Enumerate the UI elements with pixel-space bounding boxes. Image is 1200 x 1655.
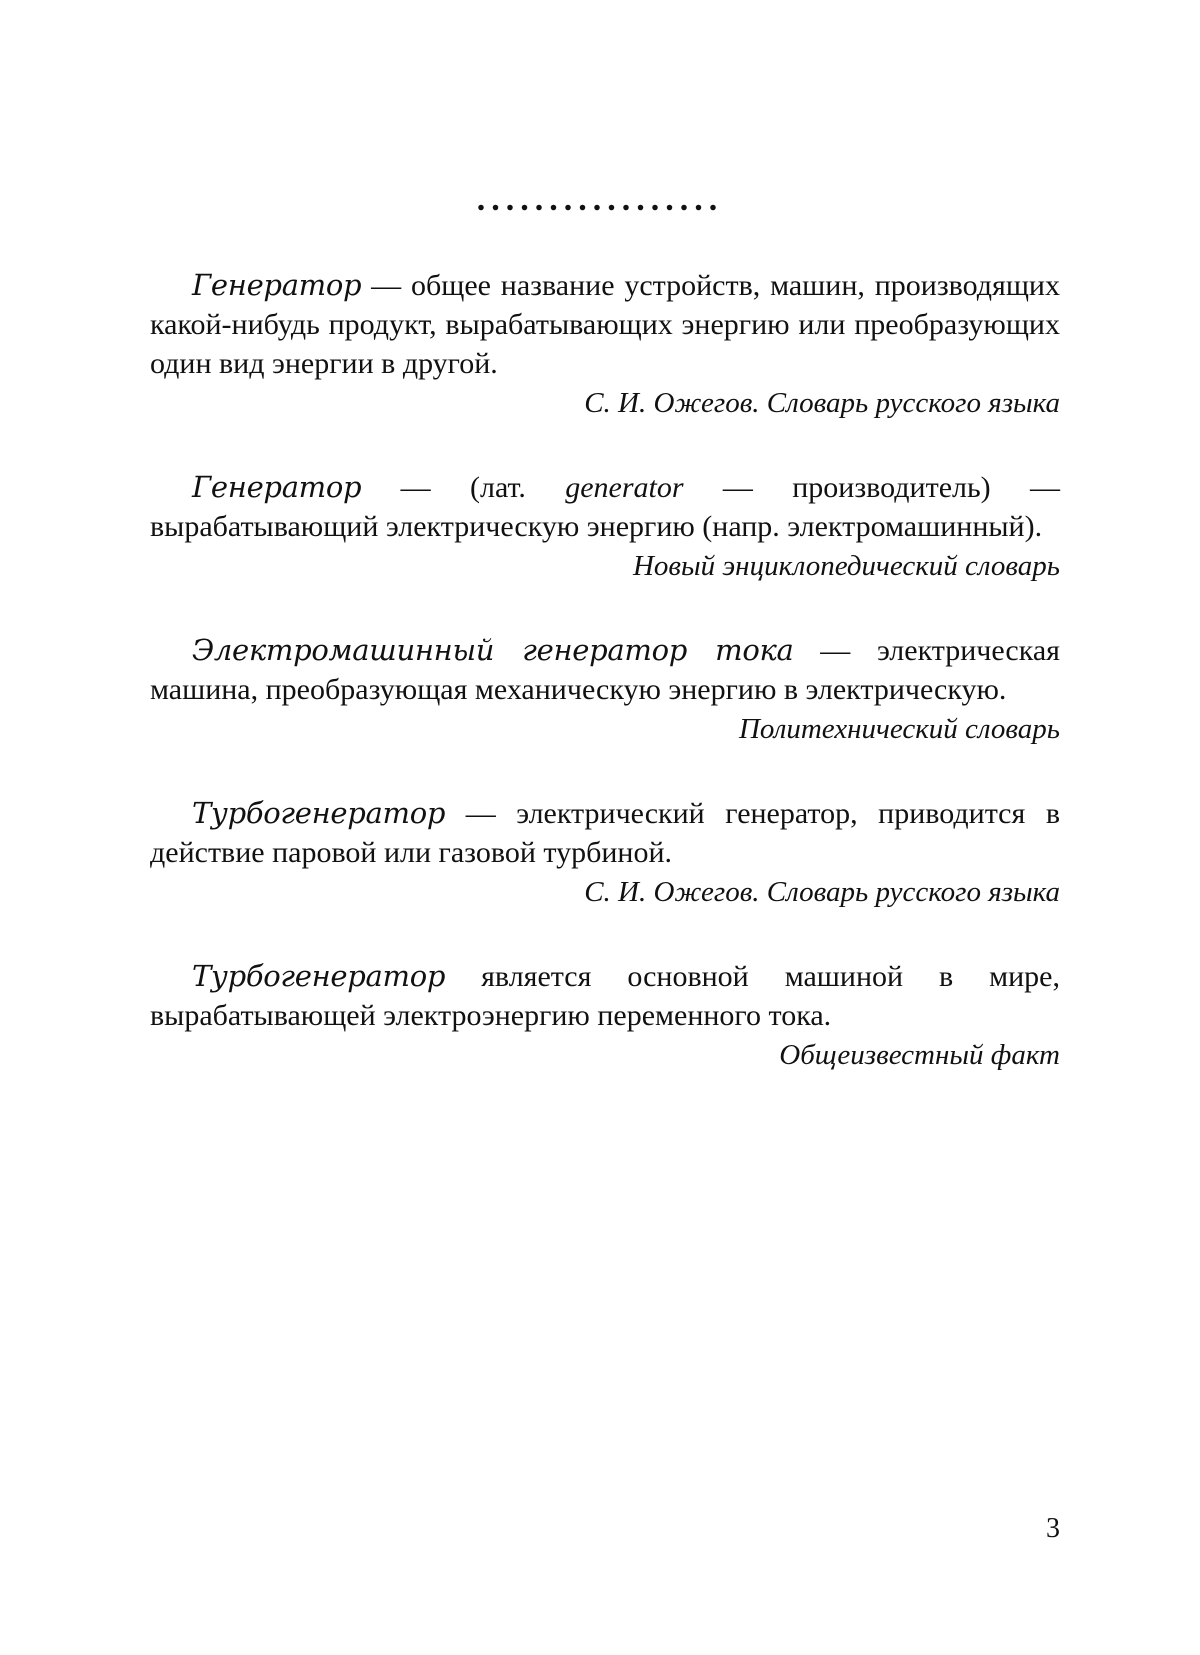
definition: — общее название устройств, машин, производящих какой-нибудь продукт, вырабатывающих энергию или преобразующих один вид энергии в другой. (150, 269, 1060, 380)
definition-entry (150, 631, 1060, 748)
definition-entry (150, 266, 1060, 422)
source-citation: С. И. Ожегов. Словарь русского языка (584, 387, 1060, 419)
term: Турбогенератор (192, 796, 446, 830)
definition: — электрическая машина, преобразующая механическую энергию в электрическую. (150, 634, 1060, 706)
source-citation: Новый энциклопедический словарь (632, 550, 1060, 582)
definition-part: — производитель) — вырабатывающий электрическую энергию (напр. электромашинный). (150, 471, 1060, 543)
definition-text (150, 794, 1060, 872)
term: Электромашинный генератор тока (192, 633, 794, 667)
definition-text (150, 957, 1060, 1035)
source-citation: Общеизвестный факт (779, 1039, 1060, 1071)
definition-text (150, 631, 1060, 709)
section-separator: ................. (476, 181, 724, 218)
source-citation: Политехнический словарь (738, 713, 1060, 745)
definition: — электрический генератор, приводится в действие паровой или газовой турбиной. (150, 797, 1060, 869)
definition-text (150, 266, 1060, 383)
source-citation: С. И. Ожегов. Словарь русского языка (584, 876, 1060, 908)
term: Генератор (192, 268, 362, 302)
definition: является основной машиной в мире, вырабатывающей электроэнергию переменного тока. (150, 960, 1060, 1032)
term: Генератор (192, 470, 362, 504)
definition-entry (150, 468, 1060, 585)
definitions-list (150, 266, 1060, 1120)
definition-part: — (лат. (361, 471, 566, 504)
latin-word: generator (565, 471, 684, 504)
definition-text (150, 468, 1060, 546)
definition-entry (150, 794, 1060, 911)
term: Турбогенератор (192, 959, 446, 993)
definition-entry (150, 957, 1060, 1074)
page-number: 3 (1046, 1513, 1060, 1544)
